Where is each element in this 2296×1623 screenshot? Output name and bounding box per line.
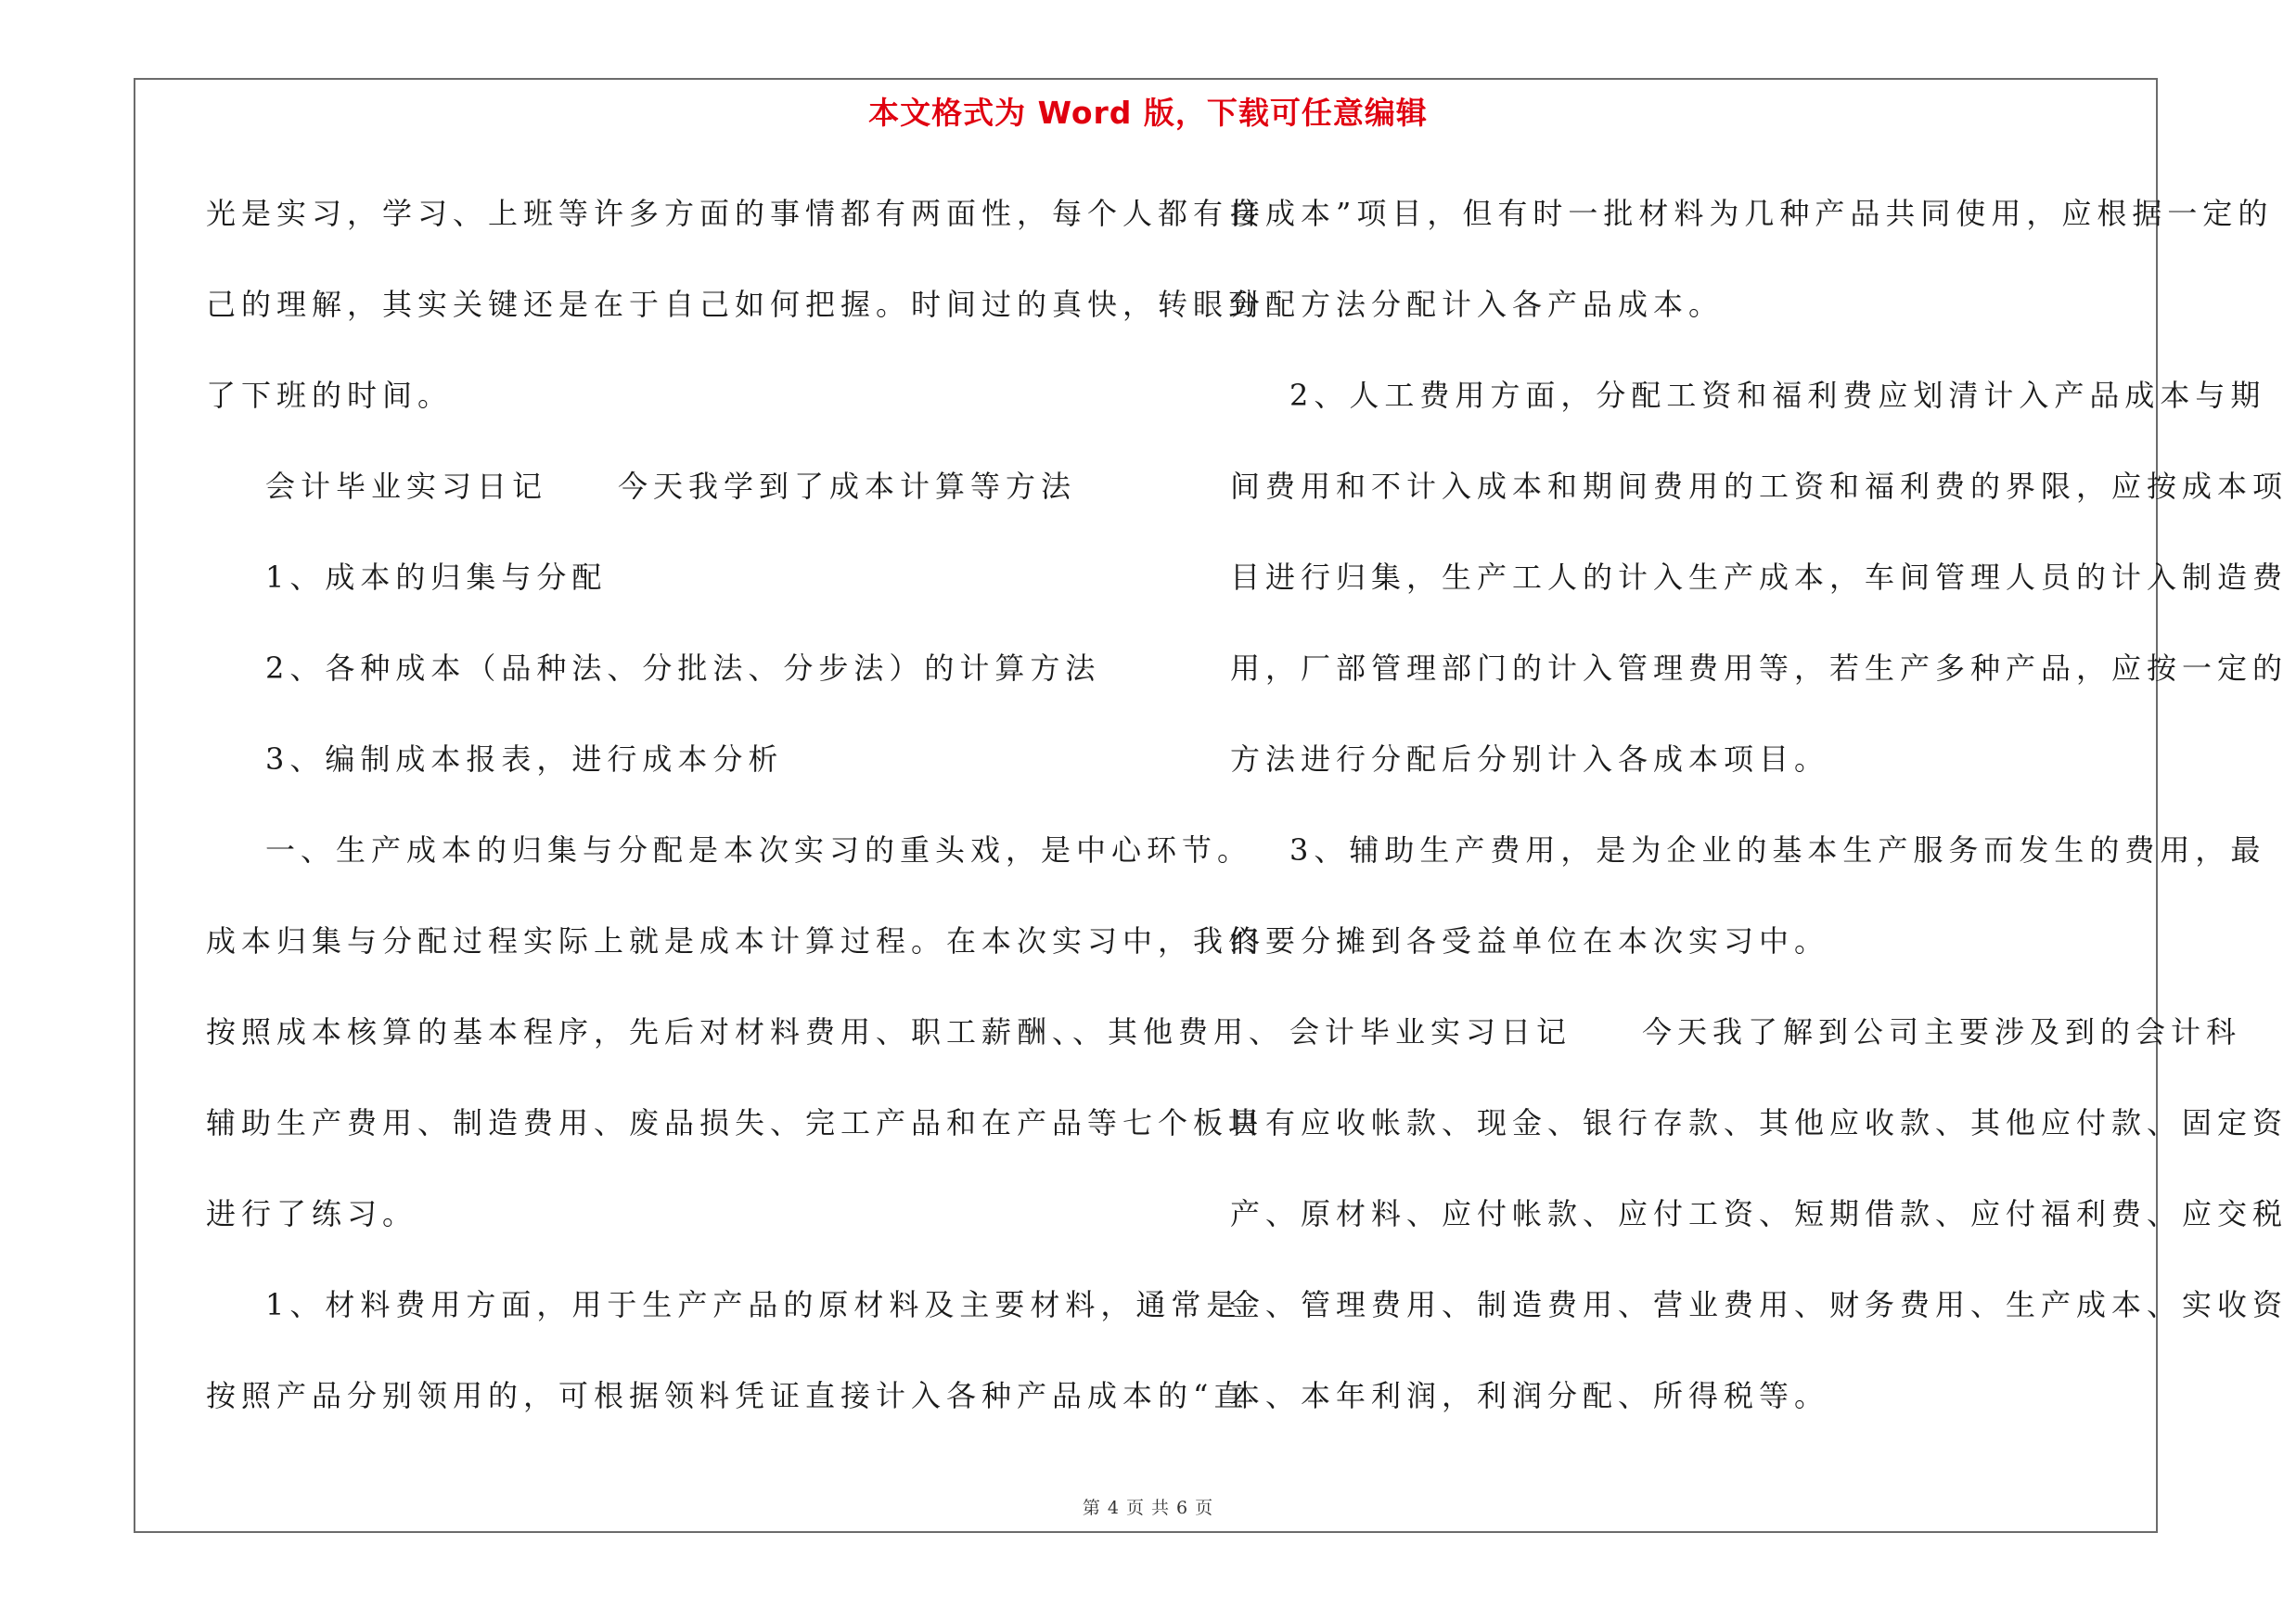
text-line: 2、人工费用方面，分配工资和福利费应划清计入产品成本与期 bbox=[1289, 378, 2266, 413]
text-line: 金、管理费用、制造费用、营业费用、财务费用、生产成本、实收资 bbox=[1230, 1287, 2289, 1322]
text-line: 3、辅助生产费用，是为企业的基本生产服务而发生的费用，最 bbox=[1289, 832, 2266, 868]
page-number: 第 4 页 共 6 页 bbox=[1082, 1498, 1214, 1518]
text-line: 光是实习，学习、上班等许多方面的事情都有两面性，每个人都有自 bbox=[206, 196, 1264, 231]
text-line: 按照成本核算的基本程序，先后对材料费用、职工薪酬、、其他费用、 bbox=[206, 1014, 1285, 1050]
text-line: 1、材料费用方面，用于生产产品的原材料及主要材料，通常是 bbox=[265, 1287, 1242, 1322]
text-line: 分配方法分配计入各产品成本。 bbox=[1230, 287, 1725, 322]
text-line: 2、各种成本（品种法、分批法、分步法）的计算方法 bbox=[265, 650, 1101, 686]
right-column bbox=[1230, 184, 2289, 1457]
text-line: 本、本年利润，利润分配、所得税等。 bbox=[1230, 1378, 1830, 1413]
text-line: 产、原材料、应付帐款、应付工资、短期借款、应付福利费、应交税 bbox=[1230, 1196, 2289, 1231]
text-line: 一、生产成本的归集与分配是本次实习的重头戏，是中心环节。 bbox=[265, 832, 1253, 868]
text-line: 终要分摊到各受益单位在本次实习中。 bbox=[1230, 923, 1830, 959]
text-line: 用，厂部管理部门的计入管理费用等，若生产多种产品，应按一定的 bbox=[1230, 650, 2289, 686]
text-line: 成本归集与分配过程实际上就是成本计算过程。在本次实习中，我们 bbox=[206, 923, 1264, 959]
text-line: 方法进行分配后分别计入各成本项目。 bbox=[1230, 741, 1830, 777]
text-line: 按照产品分别领用的，可根据领料凭证直接计入各种产品成本的“直 bbox=[206, 1378, 1250, 1413]
text-line: 己的理解，其实关键还是在于自己如何把握。时间过的真快，转眼到 bbox=[206, 287, 1264, 322]
text-line: 3、编制成本报表，进行成本分析 bbox=[265, 741, 784, 777]
text-line: 会计毕业实习日记 今天我了解到公司主要涉及到的会计科 bbox=[1289, 1014, 2242, 1050]
left-column bbox=[206, 184, 1285, 1457]
text-line: 会计毕业实习日记 今天我学到了成本计算等方法 bbox=[265, 469, 1077, 504]
text-line: 间费用和不计入成本和期间费用的工资和福利费的界限，应按成本项 bbox=[1230, 469, 2289, 504]
format-banner: 本文格式为 Word 版，下载可任意编辑 bbox=[868, 95, 1428, 131]
text-line: 进行了练习。 bbox=[206, 1196, 418, 1231]
text-line: 目有应收帐款、现金、银行存款、其他应收款、其他应付款、固定资 bbox=[1230, 1105, 2289, 1140]
text-line: 目进行归集，生产工人的计入生产成本，车间管理人员的计入制造费 bbox=[1230, 560, 2289, 595]
text-line: 辅助生产费用、制造费用、废品损失、完工产品和在产品等七个板块 bbox=[206, 1105, 1264, 1140]
text-line: 了下班的时间。 bbox=[206, 378, 454, 413]
text-line: 接成本”项目，但有时一批材料为几种产品共同使用，应根据一定的 bbox=[1230, 196, 2274, 231]
text-line: 1、成本的归集与分配 bbox=[265, 560, 608, 595]
